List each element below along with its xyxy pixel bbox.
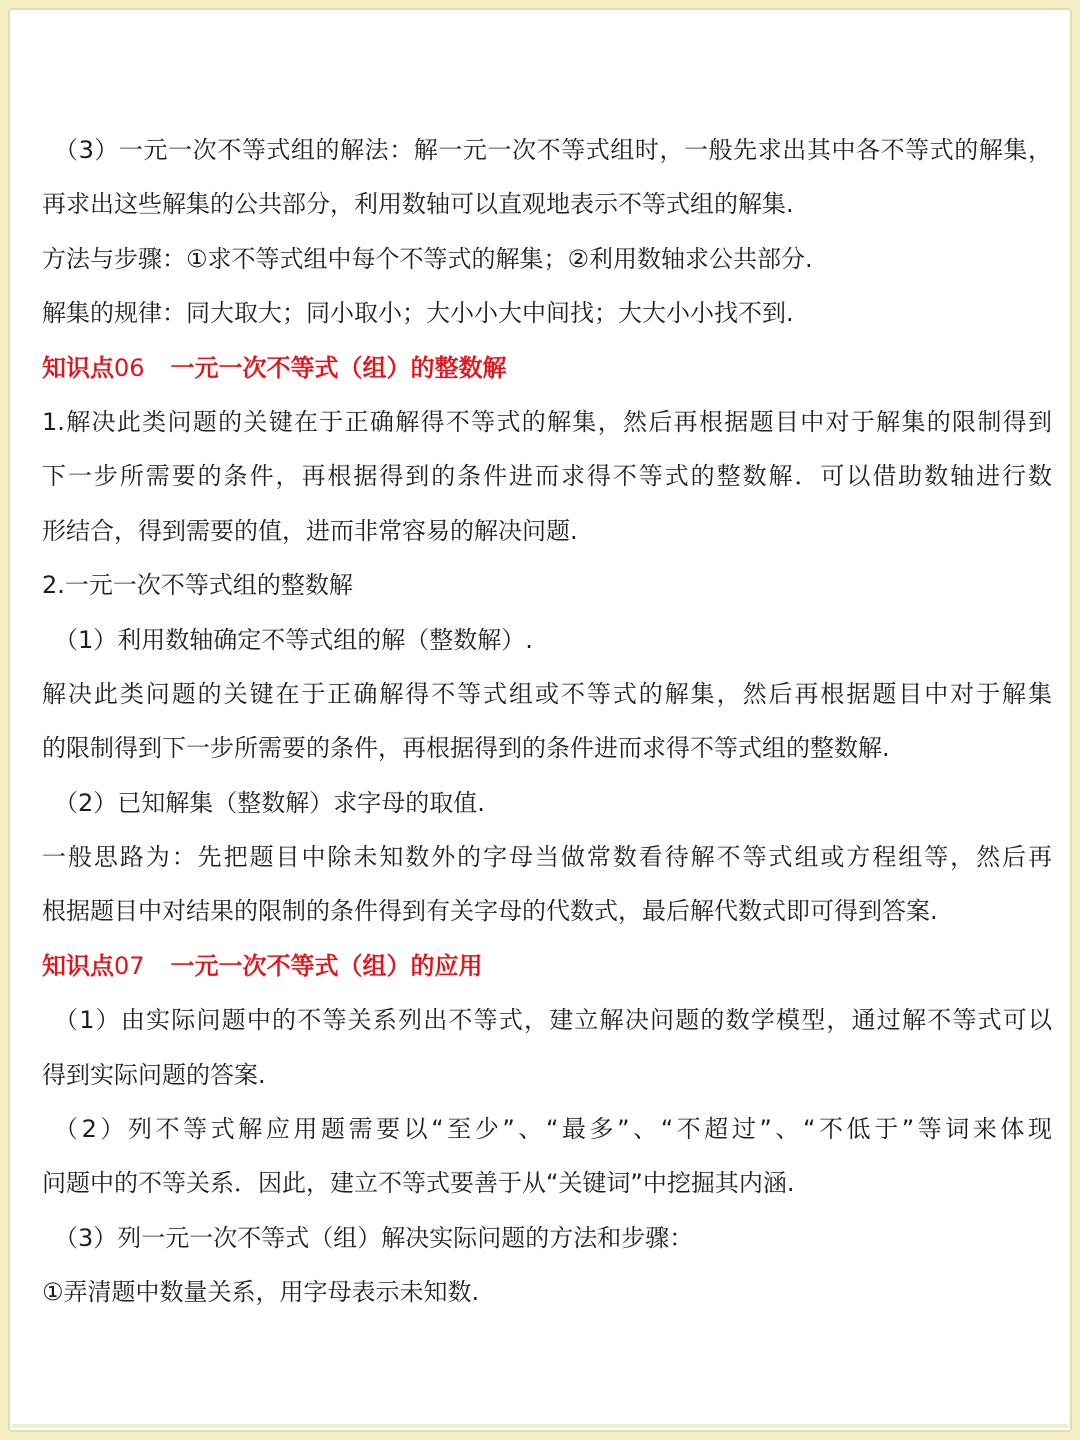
paragraph-line: 下一步所需要的条件，再根据得到的条件进而求得不等式的整数解．可以借助数轴进行数 <box>42 462 1052 491</box>
paragraph-line: 解决此类问题的关键在于正确解得不等式组或不等式的解集，然后再根据题目中对于解集 <box>42 679 1052 708</box>
paragraph-line: （2）已知解集（整数解）求字母的取值. <box>54 788 485 817</box>
heading-prefix: 知识点 <box>42 353 114 382</box>
paragraph-line: 解集的规律：同大取大；同小取小；大小小大中间找；大大小小找不到. <box>42 299 794 328</box>
paragraph-line: 1.解决此类问题的关键在于正确解得不等式的解集，然后再根据题目中对于解集的限制得到 <box>42 407 1052 436</box>
paragraph-line: （3）一元一次不等式组的解法：解一元一次不等式组时，一般先求出其中各不等式的解集， <box>54 136 1052 164</box>
heading-number: 07 <box>114 951 145 980</box>
paragraph-line: （3）列一元一次不等式（组）解决实际问题的方法和步骤： <box>54 1223 694 1252</box>
paragraph-line: （1）由实际问题中的不等关系列出不等式，建立解决问题的数学模型，通过解不等式可以 <box>54 1006 1052 1035</box>
section-heading-07 <box>42 939 1052 993</box>
section-heading-06 <box>42 341 1052 395</box>
document-body <box>42 123 1052 1320</box>
paragraph-line: 方法与步骤：①求不等式组中每个不等式的解集；②利用数轴求公共部分. <box>42 244 813 273</box>
paragraph-line: 得到实际问题的答案. <box>42 1060 266 1089</box>
frame-bottom-band <box>12 1424 1068 1428</box>
paragraph-line: 再求出这些解集的公共部分，利用数轴可以直观地表示不等式组的解集. <box>42 190 794 219</box>
paragraph-line: 形结合，得到需要的值，进而非常容易的解决问题. <box>42 516 578 545</box>
paragraph-line: 问题中的不等关系．因此，建立不等式要善于从“关键词”中挖掘其内涵. <box>42 1169 795 1198</box>
heading-title: 一元一次不等式（组）的应用 <box>170 951 483 980</box>
heading-title: 一元一次不等式（组）的整数解 <box>170 353 507 382</box>
paragraph-line: （1）利用数轴确定不等式组的解（整数解）. <box>54 625 533 654</box>
paragraph-line: 根据题目中对结果的限制的条件得到有关字母的代数式，最后解代数式即可得到答案. <box>42 897 938 926</box>
paragraph-line: ①弄清题中数量关系，用字母表示未知数. <box>42 1278 480 1307</box>
heading-prefix: 知识点 <box>42 951 114 980</box>
heading-number: 06 <box>114 353 145 382</box>
paragraph-line: 的限制得到下一步所需要的条件，再根据得到的条件进而求得不等式组的整数解. <box>42 734 890 763</box>
paragraph-line: （2）列不等式解应用题需要以“至少”、“最多”、“不超过”、“不低于”等词来体现 <box>54 1115 1052 1144</box>
paragraph-line: 2.一元一次不等式组的整数解 <box>42 571 353 600</box>
paragraph-line: 一般思路为：先把题目中除未知数外的字母当做常数看待解不等式组或方程组等，然后再 <box>42 843 1052 872</box>
